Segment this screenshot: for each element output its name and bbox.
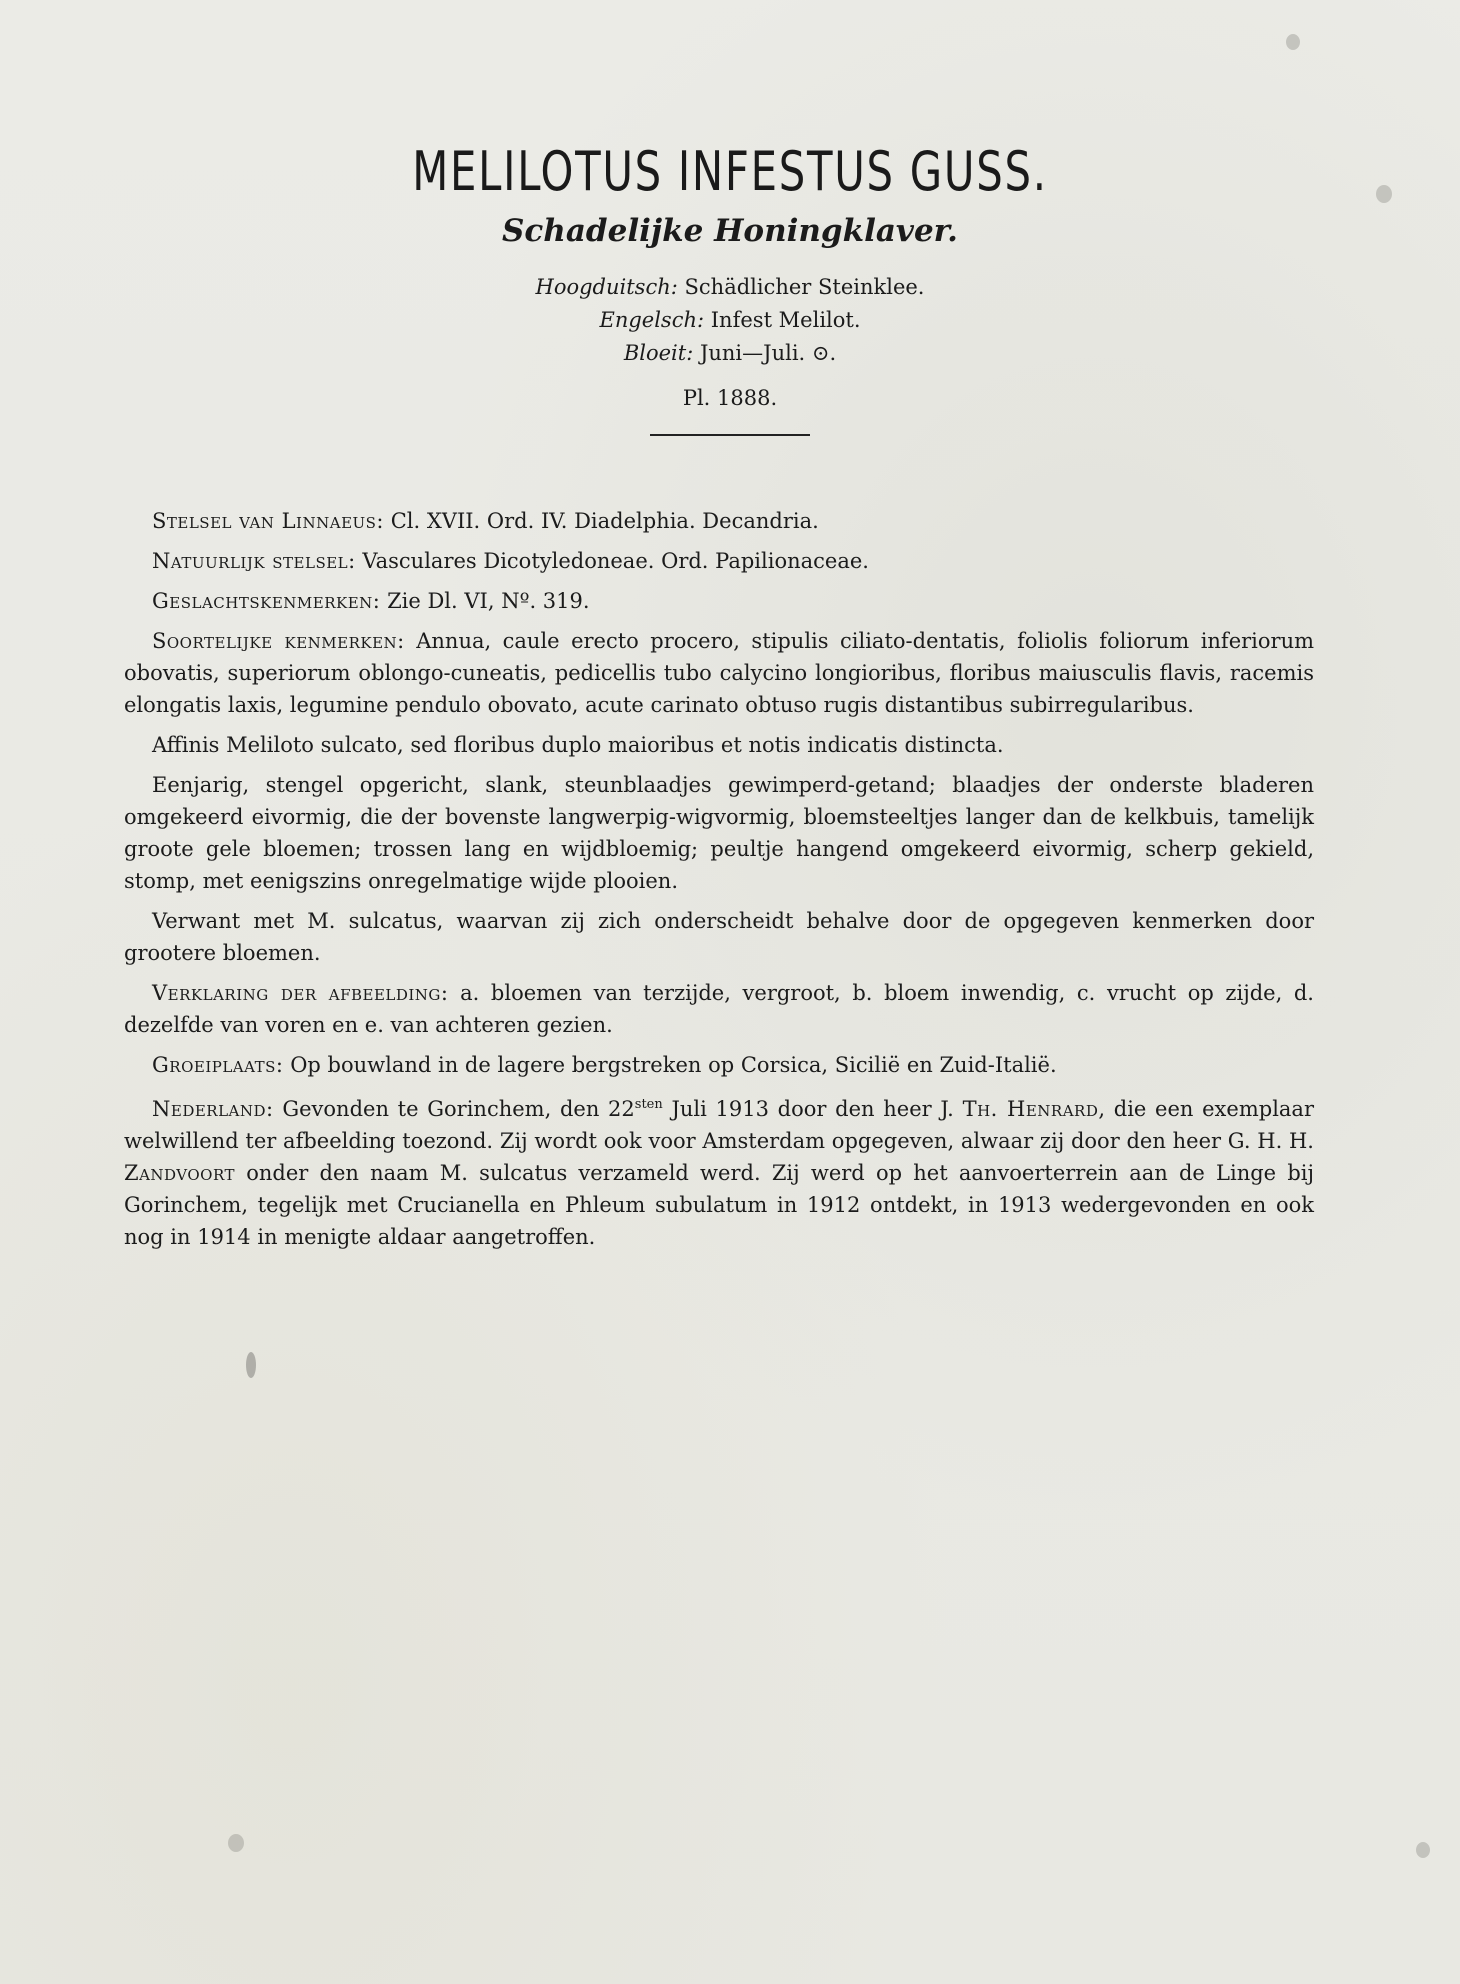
section-label: Groeiplaats:	[152, 1053, 284, 1077]
section-text: Annua, caule erecto procero, stipulis ciliato-dentatis, foliolis foliorum inferiorum obovatis, superiorum oblongo-cuneatis, pedicellis tubo calycino longioribus, floribus maiusculis flavis, racemis elongatis laxis, legumine pendulo obovato, acute carinato obtuso rugis distantibus subirregularibus.	[124, 629, 1315, 717]
paper-spot	[228, 1834, 244, 1852]
paper-spot	[1416, 1842, 1430, 1858]
section-text: Vasculares Dicotyledoneae. Ord. Papilionaceae.	[362, 549, 869, 573]
name-line	[0, 304, 1460, 337]
divider	[650, 434, 810, 436]
paragraph	[124, 505, 1314, 537]
section-text: , die een exemplaar welwillend ter afbeelding toezond. Zij wordt ook voor Amsterdam opgegeven, alwaar zij door den heer G. H. H.	[124, 1097, 1314, 1153]
paragraph	[124, 585, 1314, 617]
superscript: sten	[634, 1097, 663, 1112]
name-label: Bloeit:	[623, 341, 694, 365]
paragraph	[124, 905, 1314, 969]
section-text: Affinis Meliloto sulcato, sed floribus duplo maioribus et notis indicatis distincta.	[152, 733, 1004, 757]
name-line	[0, 271, 1460, 304]
paragraph	[124, 625, 1314, 721]
section-text: Eenjarig, stengel opgericht, slank, steunblaadjes gewimperd-getand; blaadjes der onderste bladeren omgekeerd eivormig, die der bovenste langwerpig-wigvormig, bloemsteeltjes langer dan de kelkbuis, tamelijk groote gele bloemen; trossen lang en wijdbloemig; peultje hangend omgekeerd eivormig, scherp gekield, stomp, met eenigszins onregelmatige wijde plooien.	[124, 773, 1314, 893]
name-value: Schädlicher Steinklee.	[684, 275, 925, 299]
section-text: Op bouwland in de lagere bergstreken op Corsica, Sicilië en Zuid-Italië.	[290, 1053, 1057, 1077]
section-text: onder den naam M. sulcatus verzameld werd. Zij werd op het aanvoerterrein aan de Linge bij Gorinchem, tegelijk met Crucianella en Phleum subulatum in 1912 ontdekt, in 1913 wedergevonden en ook nog in 1914 in menigte aldaar aangetroffen.	[124, 1161, 1314, 1249]
section-text: a. bloemen van terzijde, vergroot, b. bloem inwendig, c. vrucht op zijde, d. dezelfde van voren en e. van achteren gezien.	[124, 981, 1314, 1037]
paragraph	[124, 769, 1314, 897]
body-text	[124, 505, 1314, 1261]
section-label: Soortelijke kenmerken:	[152, 629, 405, 653]
paragraph	[124, 1049, 1314, 1081]
section-text: Cl. XVII. Ord. IV. Diadelphia. Decandria.	[390, 509, 819, 533]
paragraph	[124, 977, 1314, 1041]
section-text: Juli 1913 door den heer J.	[662, 1097, 963, 1121]
vernacular-names	[0, 271, 1460, 370]
plate-number: Pl. 1888.	[682, 386, 778, 410]
name-value: Infest Melilot.	[710, 308, 861, 332]
paragraph	[124, 545, 1314, 577]
name-label: Engelsch:	[599, 308, 705, 332]
section-label: Natuurlijk stelsel:	[152, 549, 356, 573]
paper-spot	[246, 1352, 256, 1378]
paper-spot	[1286, 34, 1300, 50]
page-title: MELILOTUS INFESTUS GUSS.	[412, 140, 1048, 203]
paragraph	[124, 729, 1314, 761]
name-label: Hoogduitsch:	[535, 275, 678, 299]
section-text: Verwant met M. sulcatus, waarvan zij zich onderscheidt behalve door de opgegeven kenmerken door grootere bloemen.	[124, 909, 1314, 965]
common-name: Schadelijke Honingklaver.	[502, 213, 958, 249]
person-name: Zandvoort	[124, 1161, 236, 1185]
name-line	[0, 337, 1460, 370]
section-label: Stelsel van Linnaeus:	[152, 509, 385, 533]
section-label: Verklaring der afbeelding:	[152, 981, 449, 1005]
section-label: Geslachtskenmerken:	[152, 589, 381, 613]
section-text: Zie Dl. VI, Nº. 319.	[387, 589, 590, 613]
person-name: Th. Henrard	[962, 1097, 1099, 1121]
paragraph	[124, 1089, 1314, 1253]
name-value: Juni—Juli. ⊙.	[699, 341, 837, 365]
section-text: Gevonden te Gorinchem, den 22	[282, 1097, 635, 1121]
header	[0, 140, 1460, 436]
section-label: Nederland:	[152, 1097, 274, 1121]
